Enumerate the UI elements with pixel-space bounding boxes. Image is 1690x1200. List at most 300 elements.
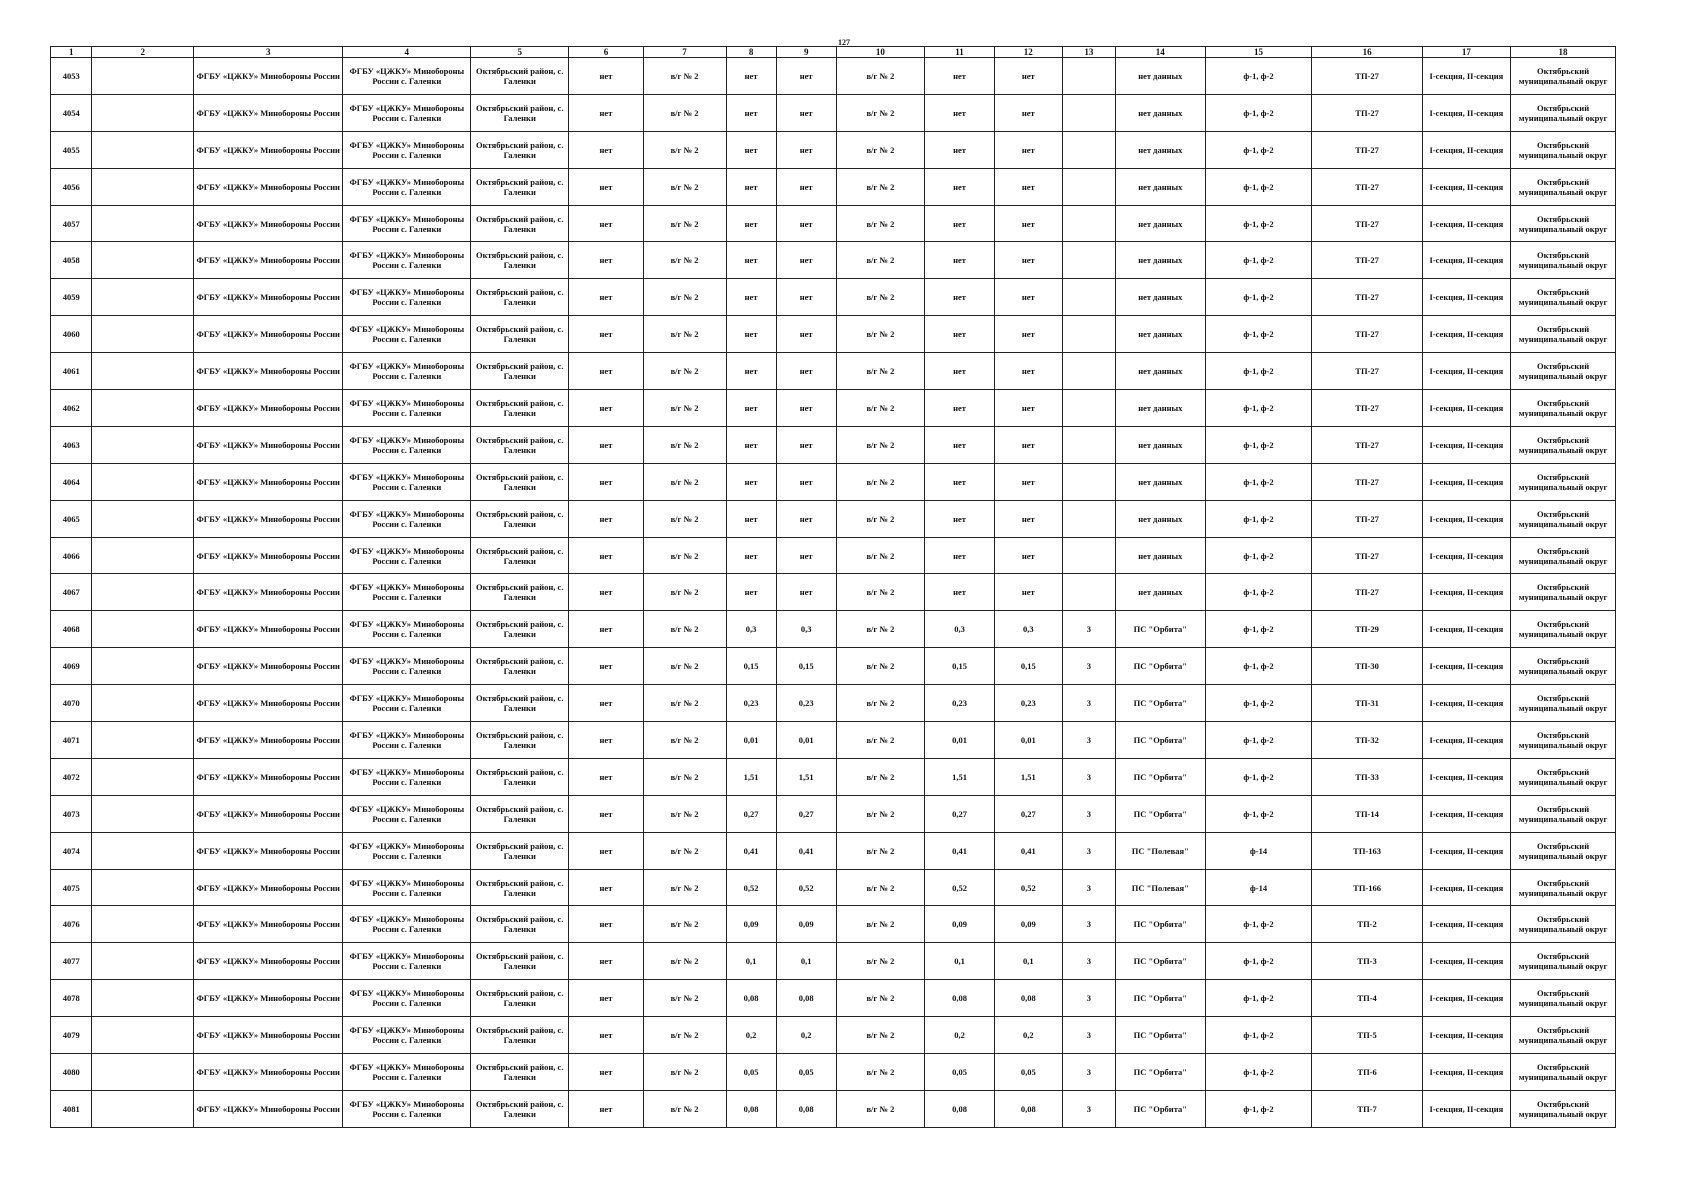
table-cell: в/г № 2 bbox=[643, 1054, 726, 1091]
table-cell: Октябрьский район, с. Галенки bbox=[471, 1090, 569, 1127]
table-cell: 4074 bbox=[51, 832, 92, 869]
table-cell: ТП-7 bbox=[1312, 1090, 1422, 1127]
table-cell bbox=[92, 685, 193, 722]
table-cell bbox=[92, 353, 193, 390]
table-cell: 0,23 bbox=[776, 685, 836, 722]
table-cell: ТП-27 bbox=[1312, 574, 1422, 611]
table-cell: нет bbox=[925, 353, 995, 390]
table-cell: ФГБУ «ЦЖКУ» Минобороны России bbox=[193, 463, 343, 500]
table-cell bbox=[92, 1054, 193, 1091]
table-cell: нет bbox=[994, 58, 1062, 95]
table-cell: ФГБУ «ЦЖКУ» Минобороны России bbox=[193, 131, 343, 168]
table-row bbox=[51, 1017, 1616, 1054]
table-row bbox=[51, 316, 1616, 353]
table-row bbox=[51, 832, 1616, 869]
table-cell: нет данных bbox=[1116, 279, 1205, 316]
table-cell: I-секция, II-секция bbox=[1422, 648, 1510, 685]
table-cell: Октябрьский муниципальный округ bbox=[1511, 279, 1616, 316]
table-cell: ф-1, ф-2 bbox=[1205, 1090, 1312, 1127]
table-cell: 0,09 bbox=[776, 906, 836, 943]
table-cell: нет bbox=[726, 279, 776, 316]
table-cell: Октябрьский район, с. Галенки bbox=[471, 131, 569, 168]
table-cell: нет bbox=[994, 316, 1062, 353]
table-cell: в/г № 2 bbox=[643, 353, 726, 390]
header-row bbox=[51, 47, 1616, 58]
table-cell: Октябрьский муниципальный округ bbox=[1511, 537, 1616, 574]
table-cell: нет bbox=[994, 168, 1062, 205]
table-cell: ф-14 bbox=[1205, 832, 1312, 869]
table-cell: I-секция, II-секция bbox=[1422, 279, 1510, 316]
table-cell: ф-1, ф-2 bbox=[1205, 205, 1312, 242]
table-cell: ТП-27 bbox=[1312, 537, 1422, 574]
column-header: 1 bbox=[51, 47, 92, 58]
table-cell: ФГБУ «ЦЖКУ» Минобороны России с. Галенки bbox=[343, 574, 471, 611]
table-cell bbox=[1062, 131, 1115, 168]
table-cell: в/г № 2 bbox=[643, 685, 726, 722]
table-cell: Октябрьский район, с. Галенки bbox=[471, 353, 569, 390]
table-cell: 0,52 bbox=[994, 869, 1062, 906]
table-cell: I-секция, II-секция bbox=[1422, 94, 1510, 131]
table-cell: нет bbox=[776, 353, 836, 390]
table-cell: ПС "Орбита" bbox=[1116, 685, 1205, 722]
table-cell: Октябрьский муниципальный округ bbox=[1511, 316, 1616, 353]
table-cell: Октябрьский муниципальный округ bbox=[1511, 463, 1616, 500]
table-cell: ТП-27 bbox=[1312, 205, 1422, 242]
table-cell: нет bbox=[925, 574, 995, 611]
table-cell: 4066 bbox=[51, 537, 92, 574]
table-cell: 0,08 bbox=[776, 1090, 836, 1127]
table-cell: Октябрьский муниципальный округ bbox=[1511, 168, 1616, 205]
table-cell: ФГБУ «ЦЖКУ» Минобороны России bbox=[193, 906, 343, 943]
column-header: 13 bbox=[1062, 47, 1115, 58]
table-cell: I-секция, II-секция bbox=[1422, 131, 1510, 168]
table-cell: нет bbox=[776, 279, 836, 316]
table-cell: I-секция, II-секция bbox=[1422, 1017, 1510, 1054]
table-cell: 4064 bbox=[51, 463, 92, 500]
table-cell: I-секция, II-секция bbox=[1422, 943, 1510, 980]
table-cell: 4065 bbox=[51, 500, 92, 537]
table-cell: нет bbox=[994, 574, 1062, 611]
table-cell: нет bbox=[776, 537, 836, 574]
table-cell: ПС "Орбита" bbox=[1116, 1054, 1205, 1091]
table-cell: ПС "Орбита" bbox=[1116, 722, 1205, 759]
table-row bbox=[51, 980, 1616, 1017]
table-cell bbox=[1062, 353, 1115, 390]
table-cell: ФГБУ «ЦЖКУ» Минобороны России с. Галенки bbox=[343, 832, 471, 869]
table-cell: в/г № 2 bbox=[643, 316, 726, 353]
table-cell: 4061 bbox=[51, 353, 92, 390]
table-cell: нет bbox=[925, 58, 995, 95]
table-cell: Октябрьский муниципальный округ bbox=[1511, 58, 1616, 95]
table-cell: 0,2 bbox=[925, 1017, 995, 1054]
table-cell: I-секция, II-секция bbox=[1422, 168, 1510, 205]
table-cell: ФГБУ «ЦЖКУ» Минобороны России bbox=[193, 795, 343, 832]
table-cell: ТП-27 bbox=[1312, 279, 1422, 316]
table-cell: 0,1 bbox=[726, 943, 776, 980]
table-cell: ФГБУ «ЦЖКУ» Минобороны России с. Галенки bbox=[343, 648, 471, 685]
table-cell: Октябрьский район, с. Галенки bbox=[471, 316, 569, 353]
table-row bbox=[51, 279, 1616, 316]
table-cell: ТП-33 bbox=[1312, 758, 1422, 795]
table-cell: 0,27 bbox=[726, 795, 776, 832]
table-cell: нет bbox=[925, 500, 995, 537]
table-cell: в/г № 2 bbox=[836, 906, 924, 943]
table-cell bbox=[92, 832, 193, 869]
table-cell: 0,2 bbox=[726, 1017, 776, 1054]
table-cell: ФГБУ «ЦЖКУ» Минобороны России bbox=[193, 943, 343, 980]
table-cell: нет данных bbox=[1116, 205, 1205, 242]
table-cell: Октябрьский район, с. Галенки bbox=[471, 832, 569, 869]
table-cell: нет данных bbox=[1116, 168, 1205, 205]
table-cell: Октябрьский район, с. Галенки bbox=[471, 537, 569, 574]
table-cell: нет bbox=[994, 390, 1062, 427]
table-cell: в/г № 2 bbox=[836, 390, 924, 427]
table-cell: ТП-29 bbox=[1312, 611, 1422, 648]
table-cell: 4059 bbox=[51, 279, 92, 316]
table-cell: ПС "Орбита" bbox=[1116, 758, 1205, 795]
table-cell: 0,09 bbox=[726, 906, 776, 943]
table-cell bbox=[92, 500, 193, 537]
table-cell: в/г № 2 bbox=[836, 574, 924, 611]
table-cell: ф-1, ф-2 bbox=[1205, 353, 1312, 390]
table-cell: I-секция, II-секция bbox=[1422, 353, 1510, 390]
column-header: 17 bbox=[1422, 47, 1510, 58]
table-cell: 4062 bbox=[51, 390, 92, 427]
table-cell: 0,01 bbox=[726, 722, 776, 759]
table-cell: 0,01 bbox=[776, 722, 836, 759]
page-number: 127 bbox=[838, 38, 850, 47]
table-cell: в/г № 2 bbox=[836, 316, 924, 353]
table-cell: Октябрьский район, с. Галенки bbox=[471, 574, 569, 611]
table-row bbox=[51, 94, 1616, 131]
table-cell bbox=[92, 390, 193, 427]
table-cell: в/г № 2 bbox=[643, 611, 726, 648]
column-header: 9 bbox=[776, 47, 836, 58]
table-cell bbox=[92, 648, 193, 685]
table-cell: нет bbox=[569, 611, 643, 648]
column-header: 3 bbox=[193, 47, 343, 58]
table-cell: 4067 bbox=[51, 574, 92, 611]
table-cell: в/г № 2 bbox=[643, 205, 726, 242]
table-cell: 4058 bbox=[51, 242, 92, 279]
table-cell: нет данных bbox=[1116, 353, 1205, 390]
table-cell: 0,52 bbox=[776, 869, 836, 906]
table-cell: нет bbox=[776, 574, 836, 611]
table-cell: 3 bbox=[1062, 832, 1115, 869]
table-cell: в/г № 2 bbox=[643, 168, 726, 205]
table-cell: ф-1, ф-2 bbox=[1205, 463, 1312, 500]
table-cell: нет bbox=[776, 131, 836, 168]
table-cell: ФГБУ «ЦЖКУ» Минобороны России bbox=[193, 500, 343, 537]
table-cell: Октябрьский муниципальный округ bbox=[1511, 353, 1616, 390]
table-cell bbox=[1062, 426, 1115, 463]
table-cell: Октябрьский район, с. Галенки bbox=[471, 795, 569, 832]
table-cell: ф-1, ф-2 bbox=[1205, 611, 1312, 648]
table-cell: нет данных bbox=[1116, 463, 1205, 500]
table-cell: нет bbox=[726, 353, 776, 390]
table-cell: нет bbox=[726, 94, 776, 131]
table-row bbox=[51, 353, 1616, 390]
table-cell: I-секция, II-секция bbox=[1422, 795, 1510, 832]
table-cell: I-секция, II-секция bbox=[1422, 722, 1510, 759]
table-cell: нет данных bbox=[1116, 390, 1205, 427]
table-cell: ф-1, ф-2 bbox=[1205, 537, 1312, 574]
table-cell: в/г № 2 bbox=[836, 1054, 924, 1091]
table-cell: ТП-31 bbox=[1312, 685, 1422, 722]
table-cell: 1,51 bbox=[994, 758, 1062, 795]
table-cell: 0,08 bbox=[776, 980, 836, 1017]
table-cell bbox=[92, 943, 193, 980]
table-cell: I-секция, II-секция bbox=[1422, 500, 1510, 537]
table-cell: нет bbox=[925, 390, 995, 427]
table-cell: Октябрьский район, с. Галенки bbox=[471, 611, 569, 648]
table-cell: ф-1, ф-2 bbox=[1205, 795, 1312, 832]
column-header: 14 bbox=[1116, 47, 1205, 58]
table-cell: в/г № 2 bbox=[836, 242, 924, 279]
table-row bbox=[51, 242, 1616, 279]
table-cell: в/г № 2 bbox=[836, 722, 924, 759]
table-cell: ФГБУ «ЦЖКУ» Минобороны России с. Галенки bbox=[343, 205, 471, 242]
table-cell: I-секция, II-секция bbox=[1422, 611, 1510, 648]
table-cell: ф-1, ф-2 bbox=[1205, 943, 1312, 980]
table-cell bbox=[92, 58, 193, 95]
table-cell: в/г № 2 bbox=[836, 685, 924, 722]
table-cell: в/г № 2 bbox=[643, 1090, 726, 1127]
table-cell: Октябрьский район, с. Галенки bbox=[471, 758, 569, 795]
table-cell: Октябрьский район, с. Галенки bbox=[471, 1017, 569, 1054]
table-cell: в/г № 2 bbox=[836, 131, 924, 168]
table-cell: Октябрьский муниципальный округ bbox=[1511, 685, 1616, 722]
table-cell: ФГБУ «ЦЖКУ» Минобороны России с. Галенки bbox=[343, 94, 471, 131]
table-cell: 4054 bbox=[51, 94, 92, 131]
table-cell: нет bbox=[994, 353, 1062, 390]
table-cell: Октябрьский муниципальный округ bbox=[1511, 758, 1616, 795]
table-row bbox=[51, 131, 1616, 168]
table-cell: нет bbox=[569, 1054, 643, 1091]
table-row bbox=[51, 611, 1616, 648]
table-cell: в/г № 2 bbox=[643, 463, 726, 500]
table-cell: ФГБУ «ЦЖКУ» Минобороны России bbox=[193, 832, 343, 869]
data-table bbox=[50, 46, 1616, 1128]
table-cell: 0,23 bbox=[726, 685, 776, 722]
table-cell: 4055 bbox=[51, 131, 92, 168]
table-cell: ТП-27 bbox=[1312, 168, 1422, 205]
table-cell: в/г № 2 bbox=[836, 500, 924, 537]
table-cell: ФГБУ «ЦЖКУ» Минобороны России bbox=[193, 574, 343, 611]
table-cell: ФГБУ «ЦЖКУ» Минобороны России bbox=[193, 242, 343, 279]
table-cell: нет bbox=[569, 574, 643, 611]
table-cell bbox=[92, 94, 193, 131]
table-cell bbox=[92, 242, 193, 279]
table-cell: нет bbox=[569, 279, 643, 316]
table-cell: нет bbox=[569, 390, 643, 427]
table-cell bbox=[92, 795, 193, 832]
table-cell: Октябрьский район, с. Галенки bbox=[471, 685, 569, 722]
table-cell: ФГБУ «ЦЖКУ» Минобороны России с. Галенки bbox=[343, 316, 471, 353]
table-cell: нет bbox=[726, 242, 776, 279]
table-cell: ф-1, ф-2 bbox=[1205, 1017, 1312, 1054]
table-cell: ПС "Орбита" bbox=[1116, 648, 1205, 685]
table-cell: нет bbox=[726, 463, 776, 500]
table-cell: Октябрьский район, с. Галенки bbox=[471, 500, 569, 537]
table-cell: 0,23 bbox=[994, 685, 1062, 722]
table-cell: 0,2 bbox=[776, 1017, 836, 1054]
table-cell: нет bbox=[925, 463, 995, 500]
table-cell: 0,41 bbox=[994, 832, 1062, 869]
table-cell: Октябрьский муниципальный округ bbox=[1511, 94, 1616, 131]
table-cell: 0,15 bbox=[994, 648, 1062, 685]
table-cell: ФГБУ «ЦЖКУ» Минобороны России bbox=[193, 390, 343, 427]
table-cell: нет bbox=[569, 869, 643, 906]
table-cell: 0,08 bbox=[925, 1090, 995, 1127]
column-header: 12 bbox=[994, 47, 1062, 58]
table-cell: ф-1, ф-2 bbox=[1205, 758, 1312, 795]
table-cell: I-секция, II-секция bbox=[1422, 685, 1510, 722]
table-cell: нет bbox=[569, 168, 643, 205]
table-cell: 4068 bbox=[51, 611, 92, 648]
table-cell: ФГБУ «ЦЖКУ» Минобороны России bbox=[193, 316, 343, 353]
table-cell: Октябрьский район, с. Галенки bbox=[471, 869, 569, 906]
table-cell: нет данных bbox=[1116, 426, 1205, 463]
table-cell: в/г № 2 bbox=[643, 94, 726, 131]
table-cell: нет bbox=[569, 353, 643, 390]
table-cell: Октябрьский район, с. Галенки bbox=[471, 426, 569, 463]
table-cell: 4080 bbox=[51, 1054, 92, 1091]
table-cell: ф-1, ф-2 bbox=[1205, 168, 1312, 205]
table-cell: нет bbox=[925, 537, 995, 574]
table-cell: ФГБУ «ЦЖКУ» Минобороны России bbox=[193, 685, 343, 722]
table-cell: 4057 bbox=[51, 205, 92, 242]
table-cell: ТП-5 bbox=[1312, 1017, 1422, 1054]
table-cell: в/г № 2 bbox=[836, 832, 924, 869]
table-cell: ТП-27 bbox=[1312, 426, 1422, 463]
column-header: 8 bbox=[726, 47, 776, 58]
table-cell: 4056 bbox=[51, 168, 92, 205]
table-cell: в/г № 2 bbox=[836, 537, 924, 574]
table-cell: 0,05 bbox=[925, 1054, 995, 1091]
table-cell bbox=[1062, 500, 1115, 537]
table-cell: ФГБУ «ЦЖКУ» Минобороны России bbox=[193, 758, 343, 795]
table-cell: нет bbox=[569, 795, 643, 832]
table-cell: ПС "Орбита" bbox=[1116, 611, 1205, 648]
table-cell: нет bbox=[994, 242, 1062, 279]
table-cell: 0,41 bbox=[776, 832, 836, 869]
table-cell: 4060 bbox=[51, 316, 92, 353]
table-cell: ТП-27 bbox=[1312, 242, 1422, 279]
table-cell: 4063 bbox=[51, 426, 92, 463]
table-cell: нет bbox=[994, 537, 1062, 574]
table-cell: 0,08 bbox=[994, 980, 1062, 1017]
table-cell: ПС "Орбита" bbox=[1116, 1090, 1205, 1127]
table-cell: ф-1, ф-2 bbox=[1205, 1054, 1312, 1091]
table-cell: нет bbox=[726, 574, 776, 611]
table-row bbox=[51, 906, 1616, 943]
table-cell: нет bbox=[726, 500, 776, 537]
table-cell: нет bbox=[569, 94, 643, 131]
table-cell: ф-1, ф-2 bbox=[1205, 574, 1312, 611]
column-header: 18 bbox=[1511, 47, 1616, 58]
table-row bbox=[51, 390, 1616, 427]
table-cell: 0,3 bbox=[726, 611, 776, 648]
table-cell: ПС "Орбита" bbox=[1116, 943, 1205, 980]
column-header: 7 bbox=[643, 47, 726, 58]
table-cell: 0,3 bbox=[925, 611, 995, 648]
table-cell: 4069 bbox=[51, 648, 92, 685]
table-cell bbox=[1062, 537, 1115, 574]
table-cell: нет bbox=[726, 537, 776, 574]
table-cell: в/г № 2 bbox=[643, 131, 726, 168]
table-cell: 0,05 bbox=[726, 1054, 776, 1091]
table-cell: 4053 bbox=[51, 58, 92, 95]
table-cell: нет данных bbox=[1116, 58, 1205, 95]
table-cell: 3 bbox=[1062, 1090, 1115, 1127]
table-cell bbox=[1062, 168, 1115, 205]
table-cell: в/г № 2 bbox=[643, 58, 726, 95]
table-cell bbox=[1062, 463, 1115, 500]
table-cell: 0,08 bbox=[994, 1090, 1062, 1127]
table-cell: Октябрьский район, с. Галенки bbox=[471, 242, 569, 279]
table-cell: Октябрьский район, с. Галенки bbox=[471, 906, 569, 943]
table-cell: нет bbox=[925, 131, 995, 168]
table-cell bbox=[1062, 390, 1115, 427]
table-cell: нет bbox=[776, 316, 836, 353]
table-cell: 3 bbox=[1062, 943, 1115, 980]
table-cell: Октябрьский район, с. Галенки bbox=[471, 722, 569, 759]
table-cell: нет bbox=[925, 205, 995, 242]
table-cell bbox=[92, 758, 193, 795]
table-cell: нет bbox=[569, 980, 643, 1017]
table-cell: нет bbox=[569, 537, 643, 574]
table-cell: ФГБУ «ЦЖКУ» Минобороны России bbox=[193, 648, 343, 685]
column-header: 15 bbox=[1205, 47, 1312, 58]
table-cell: 0,15 bbox=[925, 648, 995, 685]
table-cell: ПС "Орбита" bbox=[1116, 1017, 1205, 1054]
table-cell: 1,51 bbox=[776, 758, 836, 795]
table-cell: Октябрьский муниципальный округ bbox=[1511, 832, 1616, 869]
table-row bbox=[51, 685, 1616, 722]
table-cell: нет bbox=[776, 426, 836, 463]
table-cell: ФГБУ «ЦЖКУ» Минобороны России с. Галенки bbox=[343, 906, 471, 943]
table-cell: ф-1, ф-2 bbox=[1205, 316, 1312, 353]
table-cell: 0,08 bbox=[726, 1090, 776, 1127]
table-cell: нет данных bbox=[1116, 316, 1205, 353]
table-cell: ФГБУ «ЦЖКУ» Минобороны России bbox=[193, 611, 343, 648]
table-cell: Октябрьский район, с. Галенки bbox=[471, 648, 569, 685]
table-cell bbox=[92, 906, 193, 943]
table-cell: в/г № 2 bbox=[643, 869, 726, 906]
table-cell: ФГБУ «ЦЖКУ» Минобороны России bbox=[193, 58, 343, 95]
table-cell: Октябрьский район, с. Галенки bbox=[471, 980, 569, 1017]
table-cell: 3 bbox=[1062, 611, 1115, 648]
table-cell: ф-1, ф-2 bbox=[1205, 648, 1312, 685]
table-cell: ФГБУ «ЦЖКУ» Минобороны России с. Галенки bbox=[343, 168, 471, 205]
table-cell: ФГБУ «ЦЖКУ» Минобороны России с. Галенки bbox=[343, 685, 471, 722]
table-cell: I-секция, II-секция bbox=[1422, 463, 1510, 500]
table-cell: Октябрьский муниципальный округ bbox=[1511, 648, 1616, 685]
table-cell: в/г № 2 bbox=[836, 58, 924, 95]
table-cell: в/г № 2 bbox=[643, 980, 726, 1017]
table-cell: нет bbox=[776, 94, 836, 131]
column-header: 10 bbox=[836, 47, 924, 58]
table-cell: ТП-32 bbox=[1312, 722, 1422, 759]
table-cell: нет bbox=[569, 131, 643, 168]
table-cell: нет bbox=[925, 316, 995, 353]
table-cell bbox=[92, 205, 193, 242]
table-row bbox=[51, 648, 1616, 685]
table-cell: в/г № 2 bbox=[836, 758, 924, 795]
table-cell: Октябрьский муниципальный округ bbox=[1511, 242, 1616, 279]
table-cell: нет bbox=[569, 722, 643, 759]
